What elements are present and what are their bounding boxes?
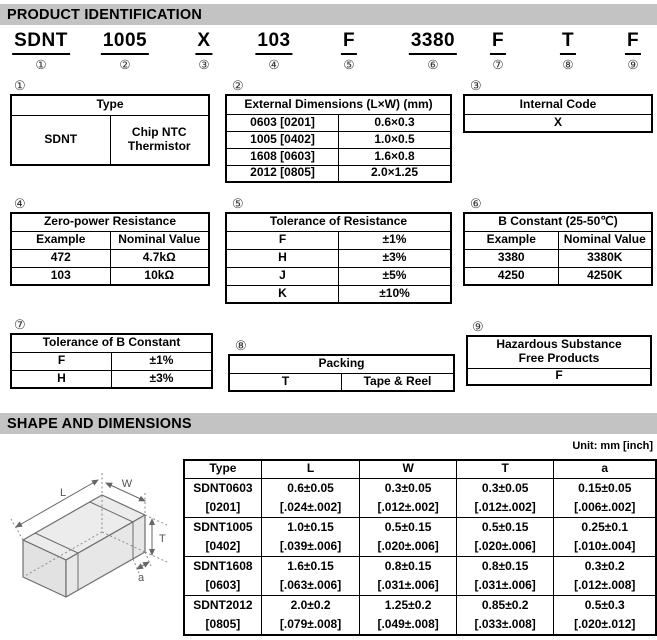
cell: 10kΩ <box>110 267 209 285</box>
part-number-segment-2 <box>101 31 149 72</box>
type-table <box>10 94 210 166</box>
cell: 4250K <box>558 267 652 285</box>
cell: 0.85±0.2 [.033±.008] <box>456 595 554 635</box>
cell: ±1% <box>339 231 452 249</box>
cell: T <box>229 373 342 391</box>
column-header: W <box>360 460 457 478</box>
section-header-product-identification <box>0 4 657 25</box>
part-number-segment-6 <box>409 31 457 72</box>
table-row <box>226 267 451 285</box>
table-title: Tolerance of Resistance <box>226 213 451 231</box>
part-code: F <box>341 31 357 55</box>
tolerance-resistance-table <box>225 212 452 304</box>
cell: Chip NTC Thermistor <box>110 115 209 165</box>
table-header-row <box>464 231 652 249</box>
table-row <box>184 478 656 517</box>
part-number-segment-3 <box>195 31 212 72</box>
table-caption-row <box>229 355 454 373</box>
cell: 1.0±0.15 [.039±.006] <box>261 517 360 556</box>
cell: 2.0×1.25 <box>339 165 452 182</box>
cell: F <box>467 368 651 385</box>
table-index-label: ⑧ <box>235 338 247 353</box>
part-code: SDNT <box>12 31 70 55</box>
section-title: SHAPE AND DIMENSIONS <box>7 415 192 432</box>
cell: 3380K <box>558 249 652 267</box>
circled-index: ⑥ <box>427 57 439 72</box>
column-header: Type <box>184 460 261 478</box>
cell: 2.0±0.2 [.079±.008] <box>261 595 360 635</box>
cell: 0.3±0.2 [.012±.008] <box>554 556 656 595</box>
table-row <box>11 267 209 285</box>
table-row <box>464 267 652 285</box>
dim-label-a: a <box>137 572 145 584</box>
part-number-segment-4 <box>255 31 292 72</box>
cell: SDNT <box>11 115 110 165</box>
circled-index: ② <box>119 57 131 72</box>
table-row <box>226 131 451 148</box>
part-number-segment-5 <box>341 31 357 72</box>
column-header: T <box>456 460 554 478</box>
internal-code-table <box>463 94 653 133</box>
tolerance-b-constant-block <box>10 318 213 389</box>
table-row <box>184 595 656 635</box>
part-code: 103 <box>255 31 292 55</box>
cell: Tape & Reel <box>342 373 455 391</box>
table-index-label: ④ <box>14 196 26 211</box>
column-header: Nominal Value <box>110 231 209 249</box>
table-title: Tolerance of B Constant <box>11 334 212 352</box>
table-caption-row <box>467 336 651 368</box>
cell: 0.3±0.05 [.012±.002] <box>456 478 554 517</box>
table-row <box>464 249 652 267</box>
table-index-label: ③ <box>470 78 482 93</box>
cell: 103 <box>11 267 110 285</box>
table-title <box>467 336 651 368</box>
table-row <box>184 517 656 556</box>
circled-index: ④ <box>268 57 280 72</box>
table-row <box>226 165 451 182</box>
chip-dimension-drawing <box>5 463 180 635</box>
cell: 1.6×0.8 <box>339 148 452 165</box>
dimensions-table <box>183 459 657 636</box>
hazardous-substance-block <box>466 320 652 386</box>
unit-note: Unit: mm [inch] <box>572 440 653 452</box>
cell: 0.8±0.15 [.031±.006] <box>456 556 554 595</box>
table-index-label: ⑥ <box>470 196 482 211</box>
table-title-line2: Free Products <box>518 351 600 366</box>
cell: ±1% <box>112 352 213 370</box>
b-constant-table <box>463 212 653 286</box>
cell: 0.6×0.3 <box>339 114 452 131</box>
table-title: Type <box>11 95 209 115</box>
part-code: X <box>195 31 212 55</box>
cell: 1.0×0.5 <box>339 131 452 148</box>
dim-label-T: T <box>159 533 166 545</box>
part-number-segment-8 <box>560 31 576 72</box>
table-row <box>226 231 451 249</box>
circled-index: ⑨ <box>627 57 639 72</box>
zero-power-resistance-block <box>10 197 210 286</box>
cell: 1.6±0.15 [.063±.006] <box>261 556 360 595</box>
table-title: Packing <box>229 355 454 373</box>
part-number-segment-7 <box>490 31 506 72</box>
table-row <box>226 114 451 131</box>
table-title-line1: Hazardous Substance <box>496 337 622 352</box>
table-index-label: ⑤ <box>232 196 244 211</box>
cell: SDNT0603 [0201] <box>184 478 261 517</box>
table-index-label: ② <box>232 78 244 93</box>
table-title: Zero-power Resistance <box>11 213 209 231</box>
type-table-block <box>10 79 210 166</box>
circled-index: ⑧ <box>562 57 574 72</box>
part-code: F <box>625 31 641 55</box>
cell: 0.5±0.15 [.020±.006] <box>360 517 457 556</box>
cell: 0.5±0.15 [.020±.006] <box>456 517 554 556</box>
cell: 2012 [0805] <box>226 165 339 182</box>
circled-index: ③ <box>198 57 210 72</box>
cell: 0.5±0.3 [.020±.012] <box>554 595 656 635</box>
table-row <box>11 249 209 267</box>
section-title: PRODUCT IDENTIFICATION <box>7 6 203 23</box>
table-row <box>467 368 651 385</box>
cell: X <box>464 114 652 132</box>
section-header-shape-and-dimensions <box>0 413 657 434</box>
cell: 1608 [0603] <box>226 148 339 165</box>
table-row <box>226 148 451 165</box>
part-number-segment-1 <box>12 31 70 72</box>
table-row <box>226 285 451 303</box>
packing-block <box>228 339 455 392</box>
cell: 4250 <box>464 267 558 285</box>
circled-index: ① <box>35 57 47 72</box>
cell: 0.15±0.05 [.006±.002] <box>554 478 656 517</box>
table-title: B Constant (25-50℃) <box>464 213 652 231</box>
table-caption-row <box>11 213 209 231</box>
table-caption-row <box>11 95 209 115</box>
cell: ±10% <box>339 285 452 303</box>
cell: 4.7kΩ <box>110 249 209 267</box>
packing-table <box>228 354 455 392</box>
dim-label-W: W <box>121 478 133 490</box>
dim-label-L: L <box>59 487 67 499</box>
zero-power-resistance-table <box>10 212 210 286</box>
internal-code-block <box>463 79 653 133</box>
external-dimensions-block <box>225 79 452 183</box>
table-title: Internal Code <box>464 95 652 114</box>
dimensions-table-block <box>183 459 657 636</box>
table-row <box>184 556 656 595</box>
circled-index: ⑦ <box>492 57 504 72</box>
column-header: Example <box>464 231 558 249</box>
cell: F <box>226 231 339 249</box>
cell: 1.25±0.2 [.049±.008] <box>360 595 457 635</box>
table-header-row <box>184 460 656 478</box>
hazardous-substance-table <box>466 335 652 386</box>
column-header: a <box>554 460 656 478</box>
cell: 0.25±0.1 [.010±.004] <box>554 517 656 556</box>
cell: 0.8±0.15 [.031±.006] <box>360 556 457 595</box>
cell: 472 <box>11 249 110 267</box>
table-row <box>226 249 451 267</box>
cell: F <box>11 352 112 370</box>
table-caption-row <box>226 95 451 114</box>
part-code: 3380 <box>409 31 457 55</box>
table-caption-row <box>464 95 652 114</box>
table-caption-row <box>464 213 652 231</box>
column-header: Nominal Value <box>558 231 652 249</box>
cell: 0603 [0201] <box>226 114 339 131</box>
table-index-label: ⑨ <box>472 319 484 334</box>
column-header: L <box>261 460 360 478</box>
cell: SDNT2012 [0805] <box>184 595 261 635</box>
cell: ±3% <box>112 370 213 388</box>
cell: ±5% <box>339 267 452 285</box>
cell: 3380 <box>464 249 558 267</box>
cell: 0.3±0.05 [.012±.002] <box>360 478 457 517</box>
part-number-segment-9 <box>625 31 641 72</box>
cell: 1005 [0402] <box>226 131 339 148</box>
cell: H <box>226 249 339 267</box>
cell: J <box>226 267 339 285</box>
table-header-row <box>11 231 209 249</box>
column-header: Example <box>11 231 110 249</box>
cell: SDNT1005 [0402] <box>184 517 261 556</box>
tolerance-b-constant-table <box>10 333 213 389</box>
part-code: 1005 <box>101 31 149 55</box>
part-code: T <box>560 31 576 55</box>
cell: K <box>226 285 339 303</box>
table-row <box>229 373 454 391</box>
table-row <box>11 115 209 165</box>
b-constant-block <box>463 197 653 286</box>
cell: SDNT1608 [0603] <box>184 556 261 595</box>
table-row <box>11 370 212 388</box>
circled-index: ⑤ <box>343 57 355 72</box>
external-dimensions-table <box>225 94 452 183</box>
table-index-label: ① <box>14 78 26 93</box>
table-row <box>11 352 212 370</box>
table-caption-row <box>11 334 212 352</box>
chip-body <box>23 495 145 597</box>
table-title: External Dimensions (L×W) (mm) <box>226 95 451 114</box>
table-caption-row <box>226 213 451 231</box>
cell: H <box>11 370 112 388</box>
table-index-label: ⑦ <box>14 317 26 332</box>
tolerance-resistance-block <box>225 197 452 304</box>
table-row <box>464 114 652 132</box>
cell: ±3% <box>339 249 452 267</box>
cell: 0.6±0.05 [.024±.002] <box>261 478 360 517</box>
part-code: F <box>490 31 506 55</box>
